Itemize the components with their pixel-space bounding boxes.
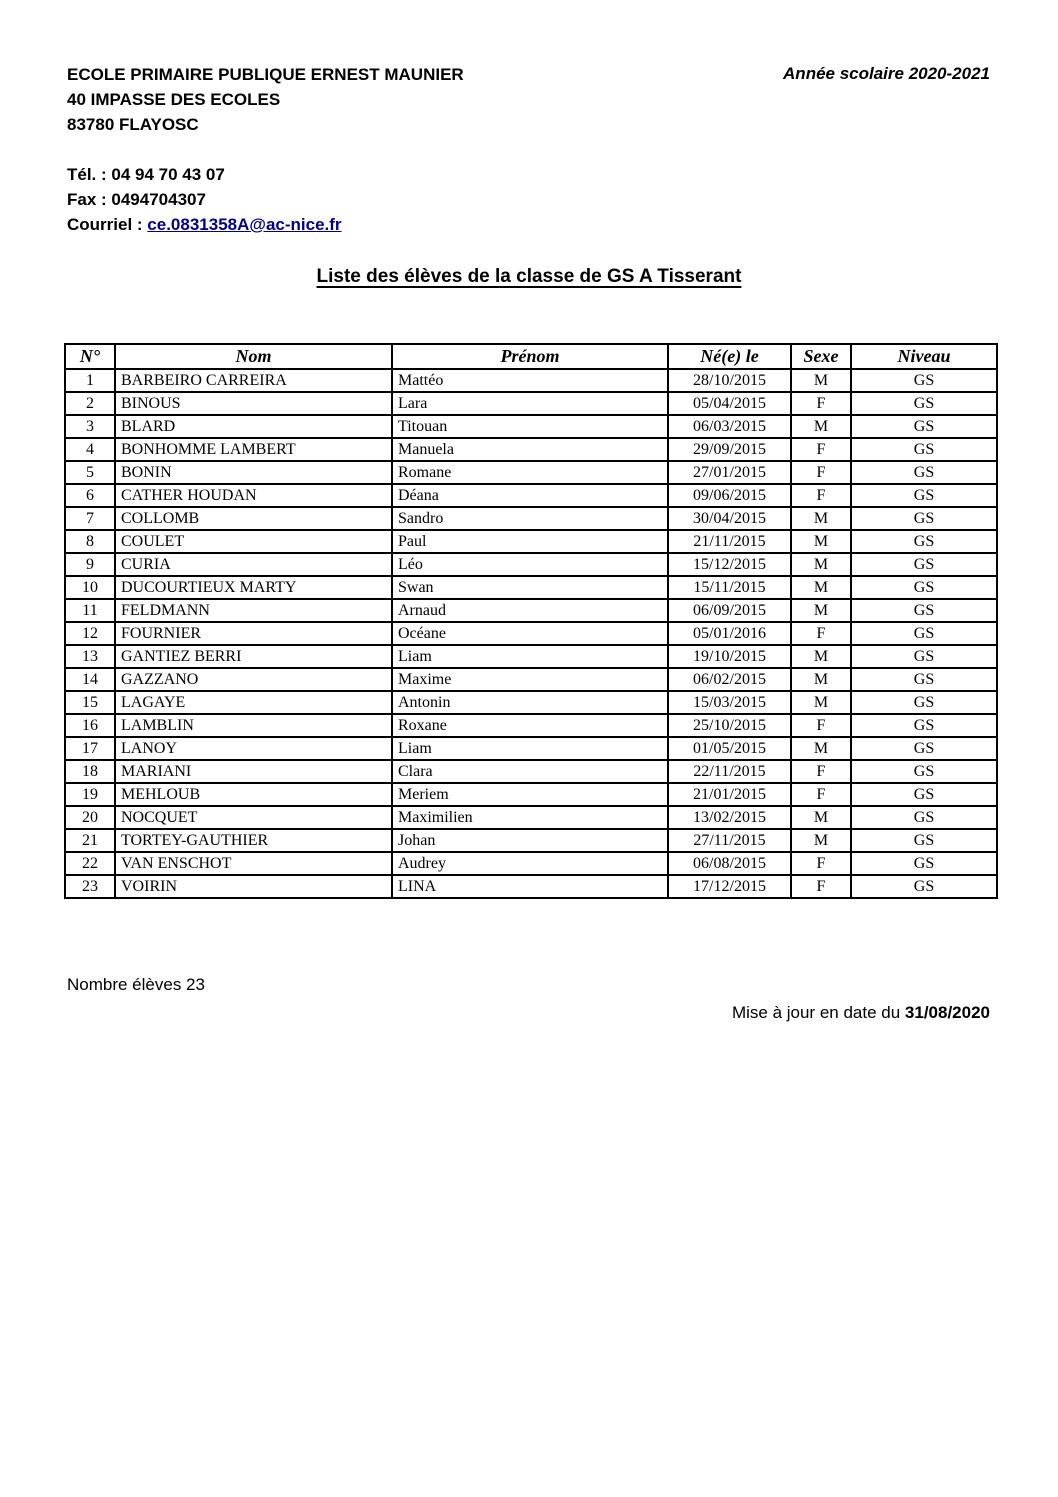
student-row — [65, 760, 997, 783]
cell-birth-date: 05/04/2015 — [668, 392, 791, 415]
school-year: Année scolaire 2020-2021 — [783, 64, 990, 83]
cell-birth-date: 19/10/2015 — [668, 645, 791, 668]
cell-number: 10 — [65, 576, 115, 599]
cell-last-name: CURIA — [115, 553, 392, 576]
cell-number: 21 — [65, 829, 115, 852]
school-fax: Fax : 0494704307 — [67, 190, 206, 209]
student-row — [65, 737, 997, 760]
cell-first-name: LINA — [392, 875, 668, 898]
cell-number: 3 — [65, 415, 115, 438]
student-row — [65, 507, 997, 530]
student-count: Nombre élèves 23 — [67, 975, 205, 994]
cell-birth-date: 17/12/2015 — [668, 875, 791, 898]
cell-last-name: LAGAYE — [115, 691, 392, 714]
cell-last-name: LAMBLIN — [115, 714, 392, 737]
school-address-street: 40 IMPASSE DES ECOLES — [67, 90, 281, 109]
cell-number: 23 — [65, 875, 115, 898]
cell-birth-date: 13/02/2015 — [668, 806, 791, 829]
col-header-last-name: Nom — [115, 344, 392, 369]
cell-level: GS — [851, 737, 997, 760]
cell-last-name: BINOUS — [115, 392, 392, 415]
cell-level: GS — [851, 484, 997, 507]
student-row — [65, 438, 997, 461]
cell-level: GS — [851, 507, 997, 530]
cell-number: 7 — [65, 507, 115, 530]
cell-birth-date: 15/11/2015 — [668, 576, 791, 599]
cell-first-name: Clara — [392, 760, 668, 783]
cell-first-name: Arnaud — [392, 599, 668, 622]
cell-last-name: MARIANI — [115, 760, 392, 783]
cell-last-name: BARBEIRO CARREIRA — [115, 369, 392, 392]
school-name: ECOLE PRIMAIRE PUBLIQUE ERNEST MAUNIER — [67, 65, 464, 84]
student-row — [65, 392, 997, 415]
cell-birth-date: 06/02/2015 — [668, 668, 791, 691]
cell-first-name: Maxime — [392, 668, 668, 691]
school-address-city: 83780 FLAYOSC — [67, 115, 199, 134]
cell-birth-date: 27/01/2015 — [668, 461, 791, 484]
cell-sex: F — [791, 783, 851, 806]
cell-sex: M — [791, 691, 851, 714]
student-row — [65, 461, 997, 484]
cell-number: 17 — [65, 737, 115, 760]
cell-first-name: Meriem — [392, 783, 668, 806]
cell-level: GS — [851, 622, 997, 645]
cell-sex: M — [791, 829, 851, 852]
cell-number: 4 — [65, 438, 115, 461]
cell-sex: F — [791, 461, 851, 484]
cell-number: 18 — [65, 760, 115, 783]
cell-first-name: Lara — [392, 392, 668, 415]
cell-birth-date: 09/06/2015 — [668, 484, 791, 507]
cell-level: GS — [851, 783, 997, 806]
col-header-first-name: Prénom — [392, 344, 668, 369]
cell-birth-date: 06/03/2015 — [668, 415, 791, 438]
cell-level: GS — [851, 553, 997, 576]
cell-last-name: LANOY — [115, 737, 392, 760]
updated-line — [732, 1003, 990, 1023]
cell-last-name: NOCQUET — [115, 806, 392, 829]
cell-number: 19 — [65, 783, 115, 806]
col-header-level: Niveau — [851, 344, 997, 369]
cell-last-name: COLLOMB — [115, 507, 392, 530]
table-header-row — [65, 344, 997, 369]
cell-number: 2 — [65, 392, 115, 415]
cell-number: 22 — [65, 852, 115, 875]
cell-first-name: Antonin — [392, 691, 668, 714]
cell-birth-date: 06/09/2015 — [668, 599, 791, 622]
cell-birth-date: 22/11/2015 — [668, 760, 791, 783]
cell-number: 16 — [65, 714, 115, 737]
cell-first-name: Manuela — [392, 438, 668, 461]
cell-sex: M — [791, 415, 851, 438]
cell-sex: M — [791, 576, 851, 599]
student-row — [65, 829, 997, 852]
cell-first-name: Léo — [392, 553, 668, 576]
cell-first-name: Sandro — [392, 507, 668, 530]
school-email-line — [67, 212, 464, 237]
student-row — [65, 530, 997, 553]
cell-first-name: Paul — [392, 530, 668, 553]
cell-sex: F — [791, 760, 851, 783]
cell-last-name: TORTEY-GAUTHIER — [115, 829, 392, 852]
cell-birth-date: 25/10/2015 — [668, 714, 791, 737]
cell-level: GS — [851, 806, 997, 829]
school-contact-block — [67, 162, 464, 237]
updated-label: Mise à jour en date du — [731, 1003, 905, 1022]
student-row — [65, 599, 997, 622]
cell-level: GS — [851, 691, 997, 714]
cell-level: GS — [851, 392, 997, 415]
cell-last-name: FELDMANN — [115, 599, 392, 622]
cell-first-name: Johan — [392, 829, 668, 852]
cell-level: GS — [851, 760, 997, 783]
cell-level: GS — [851, 530, 997, 553]
student-row — [65, 714, 997, 737]
cell-number: 9 — [65, 553, 115, 576]
cell-last-name: FOURNIER — [115, 622, 392, 645]
cell-birth-date: 15/03/2015 — [668, 691, 791, 714]
col-header-birth-date: Né(e) le — [668, 344, 791, 369]
cell-first-name: Déana — [392, 484, 668, 507]
student-row — [65, 484, 997, 507]
updated-date: 31/08/2020 — [904, 1003, 990, 1022]
cell-sex: F — [791, 875, 851, 898]
cell-level: GS — [851, 461, 997, 484]
cell-last-name: CATHER HOUDAN — [115, 484, 392, 507]
cell-number: 5 — [65, 461, 115, 484]
cell-sex: F — [791, 392, 851, 415]
school-phone: Tél. : 04 94 70 43 07 — [67, 165, 225, 184]
student-row — [65, 875, 997, 898]
student-row — [65, 415, 997, 438]
cell-first-name: Maximilien — [392, 806, 668, 829]
col-header-sex: Sexe — [791, 344, 851, 369]
cell-number: 8 — [65, 530, 115, 553]
student-row — [65, 783, 997, 806]
cell-first-name: Titouan — [392, 415, 668, 438]
cell-sex: F — [791, 438, 851, 461]
cell-number: 13 — [65, 645, 115, 668]
cell-sex: M — [791, 553, 851, 576]
cell-number: 6 — [65, 484, 115, 507]
cell-first-name: Swan — [392, 576, 668, 599]
cell-last-name: BONHOMME LAMBERT — [115, 438, 392, 461]
cell-first-name: Liam — [392, 645, 668, 668]
cell-sex: M — [791, 599, 851, 622]
cell-sex: M — [791, 806, 851, 829]
cell-birth-date: 06/08/2015 — [668, 852, 791, 875]
page-title-text: Liste des élèves de la classe de GS A Tisserant — [316, 266, 742, 287]
cell-level: GS — [851, 829, 997, 852]
cell-last-name: MEHLOUB — [115, 783, 392, 806]
school-header-block — [67, 62, 464, 237]
cell-last-name: BLARD — [115, 415, 392, 438]
email-label: Courriel : — [67, 215, 148, 234]
cell-sex: M — [791, 530, 851, 553]
cell-first-name: Mattéo — [392, 369, 668, 392]
cell-number: 20 — [65, 806, 115, 829]
page-title — [0, 266, 1058, 288]
cell-birth-date: 28/10/2015 — [668, 369, 791, 392]
cell-level: GS — [851, 875, 997, 898]
student-row — [65, 806, 997, 829]
cell-last-name: COULET — [115, 530, 392, 553]
cell-sex: F — [791, 852, 851, 875]
student-table — [64, 343, 998, 899]
cell-sex: M — [791, 507, 851, 530]
cell-birth-date: 15/12/2015 — [668, 553, 791, 576]
cell-birth-date: 21/01/2015 — [668, 783, 791, 806]
cell-level: GS — [851, 714, 997, 737]
cell-level: GS — [851, 576, 997, 599]
cell-sex: M — [791, 369, 851, 392]
col-header-number: N° — [65, 344, 115, 369]
cell-birth-date: 01/05/2015 — [668, 737, 791, 760]
cell-number: 15 — [65, 691, 115, 714]
email-link[interactable]: ce.0831358A@ac-nice.fr — [147, 215, 342, 234]
student-row — [65, 691, 997, 714]
student-row — [65, 645, 997, 668]
cell-level: GS — [851, 668, 997, 691]
cell-first-name: Liam — [392, 737, 668, 760]
student-row — [65, 553, 997, 576]
cell-last-name: GANTIEZ BERRI — [115, 645, 392, 668]
cell-last-name: DUCOURTIEUX MARTY — [115, 576, 392, 599]
cell-birth-date: 29/09/2015 — [668, 438, 791, 461]
cell-sex: F — [791, 714, 851, 737]
cell-sex: M — [791, 645, 851, 668]
cell-level: GS — [851, 852, 997, 875]
cell-number: 11 — [65, 599, 115, 622]
student-row — [65, 852, 997, 875]
cell-level: GS — [851, 599, 997, 622]
cell-number: 1 — [65, 369, 115, 392]
cell-first-name: Romane — [392, 461, 668, 484]
cell-level: GS — [851, 369, 997, 392]
cell-last-name: VAN ENSCHOT — [115, 852, 392, 875]
cell-first-name: Océane — [392, 622, 668, 645]
cell-level: GS — [851, 438, 997, 461]
cell-last-name: BONIN — [115, 461, 392, 484]
cell-level: GS — [851, 645, 997, 668]
cell-birth-date: 27/11/2015 — [668, 829, 791, 852]
cell-level: GS — [851, 415, 997, 438]
cell-sex: M — [791, 668, 851, 691]
cell-birth-date: 05/01/2016 — [668, 622, 791, 645]
cell-number: 14 — [65, 668, 115, 691]
cell-sex: M — [791, 737, 851, 760]
student-row — [65, 576, 997, 599]
cell-last-name: GAZZANO — [115, 668, 392, 691]
cell-first-name: Audrey — [392, 852, 668, 875]
cell-number: 12 — [65, 622, 115, 645]
cell-sex: F — [791, 484, 851, 507]
cell-sex: F — [791, 622, 851, 645]
cell-last-name: VOIRIN — [115, 875, 392, 898]
student-row — [65, 369, 997, 392]
cell-first-name: Roxane — [392, 714, 668, 737]
cell-birth-date: 21/11/2015 — [668, 530, 791, 553]
cell-birth-date: 30/04/2015 — [668, 507, 791, 530]
student-row — [65, 668, 997, 691]
student-row — [65, 622, 997, 645]
